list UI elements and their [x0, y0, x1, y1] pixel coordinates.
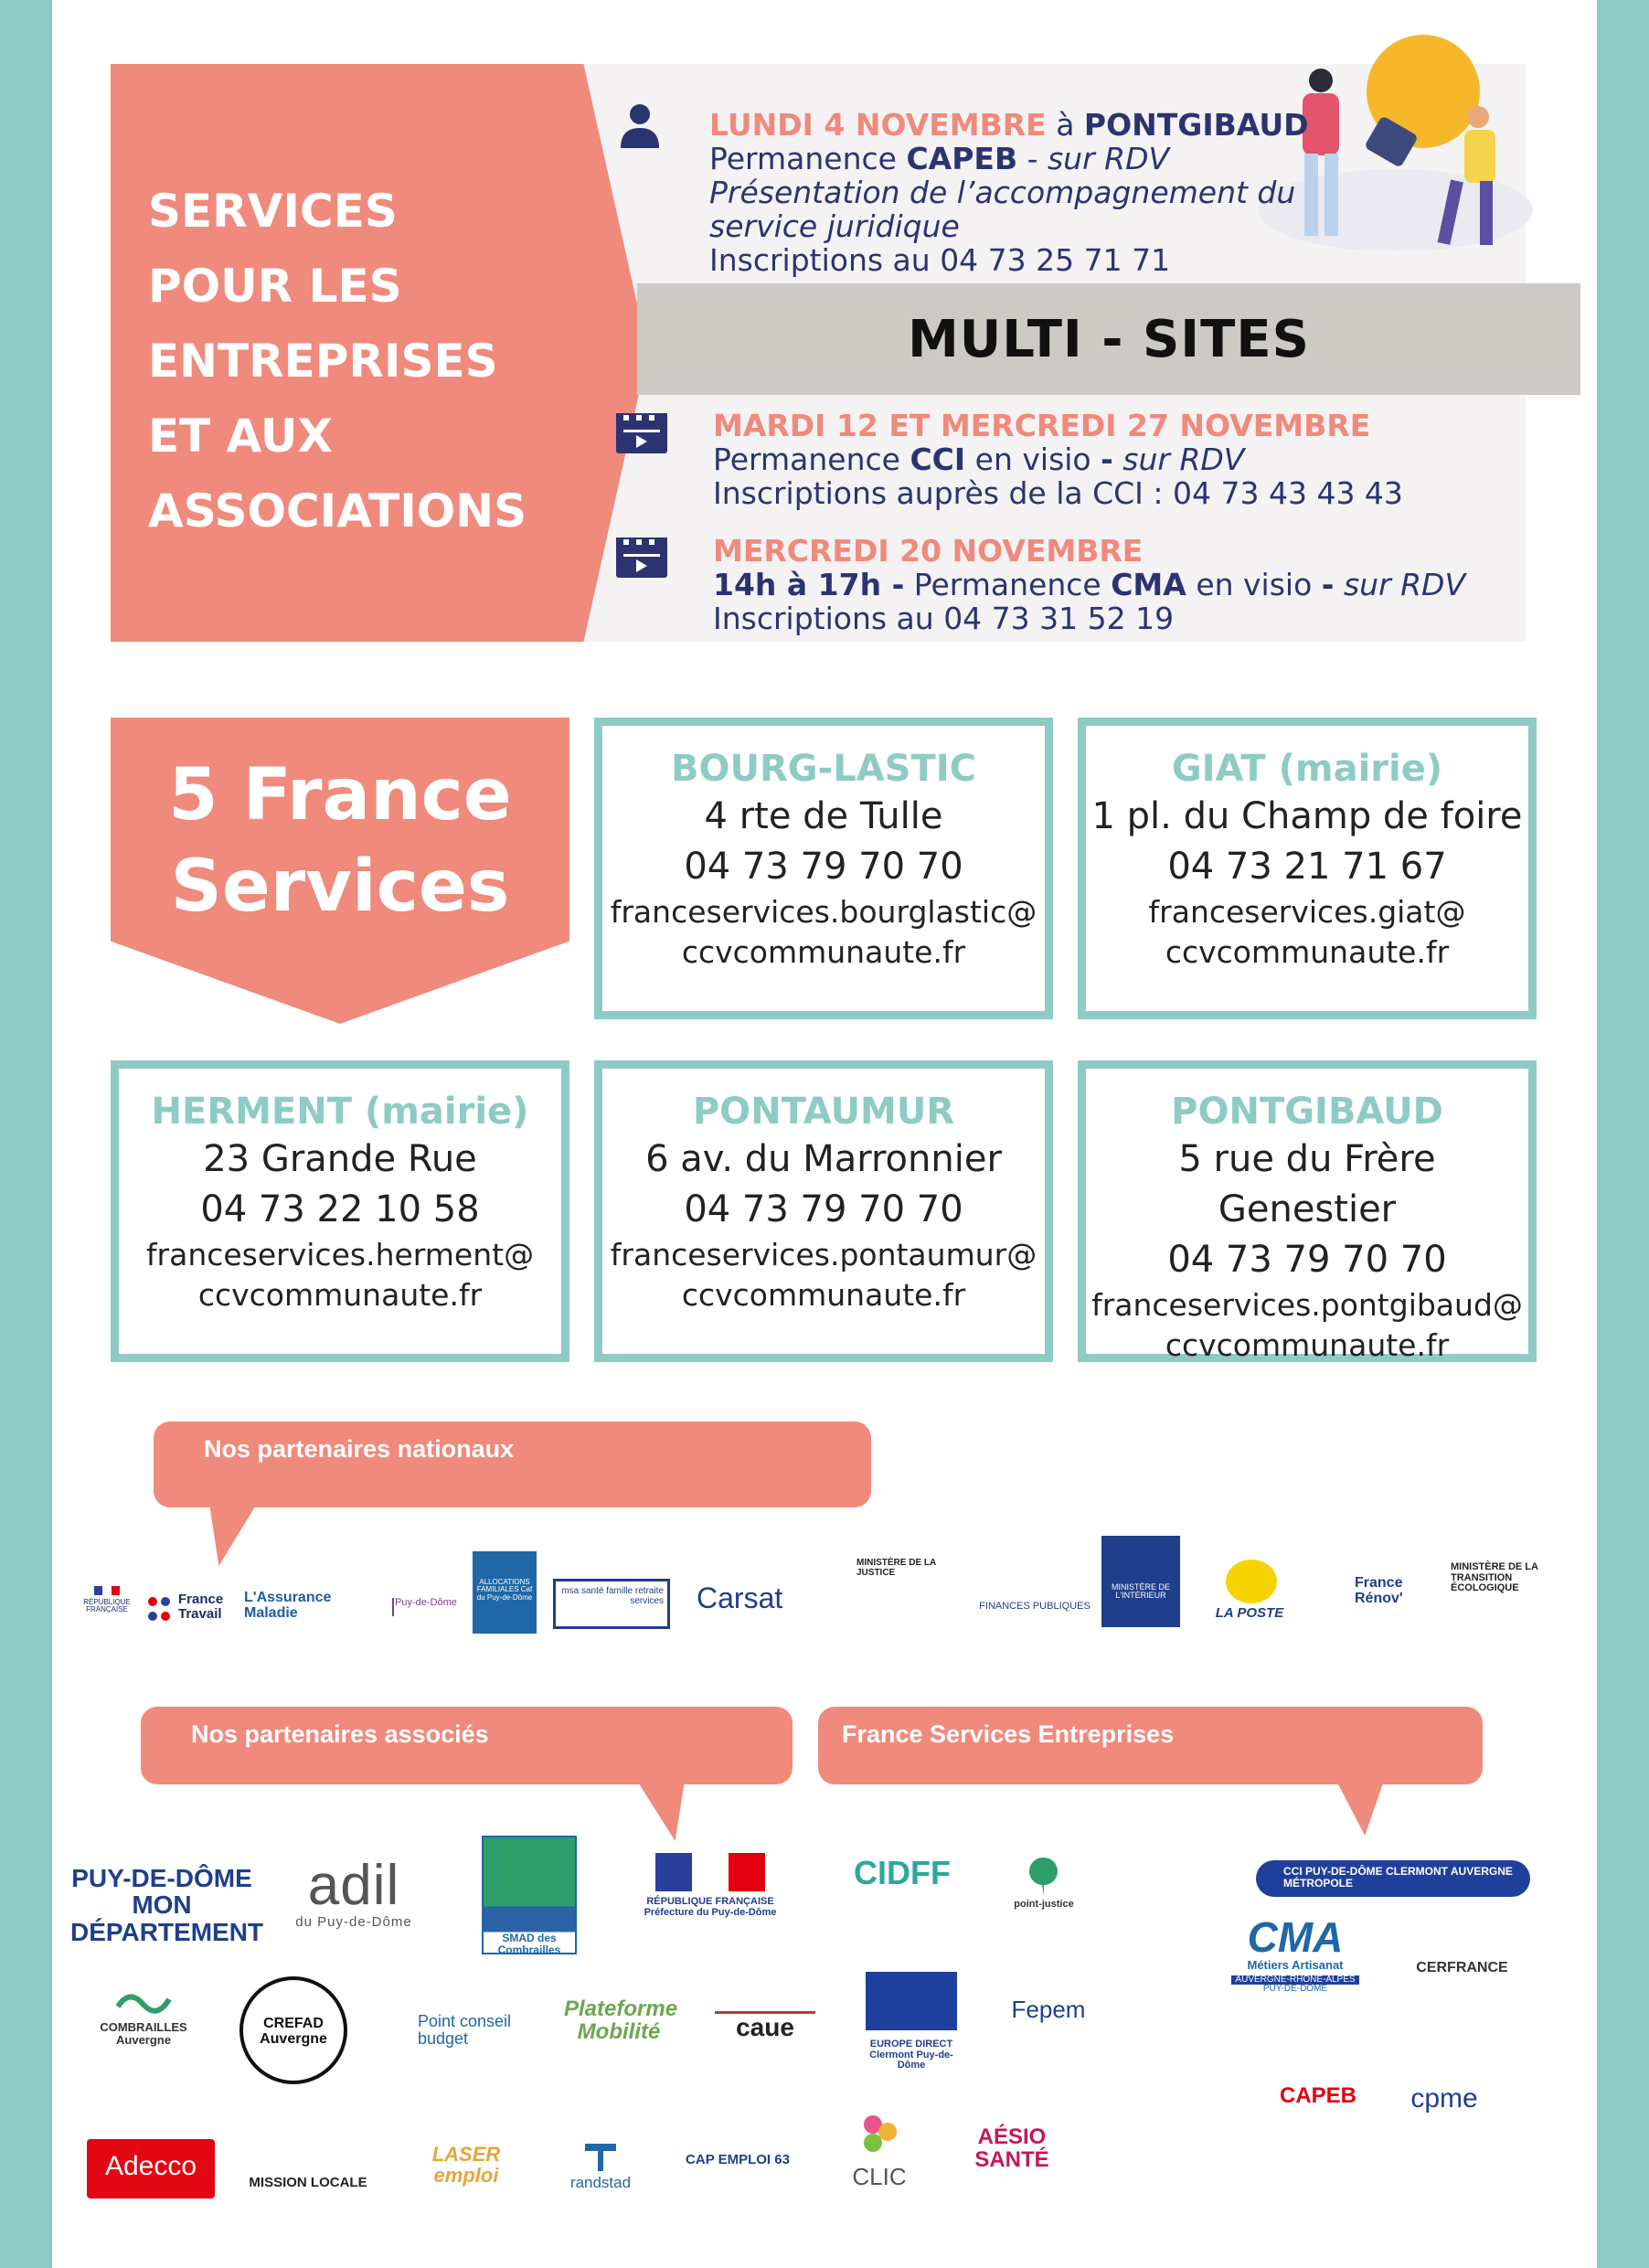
event-text: - — [1017, 141, 1048, 176]
point-justice-icon — [1030, 1858, 1058, 1896]
cerfrance-logo — [1387, 1961, 1537, 1997]
partenaires-nationaux-bubble — [154, 1421, 871, 1507]
cpme-logo — [1394, 2084, 1495, 2132]
event-inscription: Inscriptions au 04 73 25 71 71 — [709, 242, 1171, 278]
site-address: 4 rte de Tulle — [704, 795, 943, 837]
event-text: Permanence — [904, 567, 1112, 602]
logo-text: France Rénov' — [1355, 1575, 1403, 1606]
logo-text: L'Assurance Maladie — [244, 1590, 332, 1621]
france-services-entreprises-bubble — [818, 1707, 1483, 1784]
mission-locale-logo — [249, 2139, 367, 2203]
crefad-logo — [239, 1976, 347, 2084]
site-card-pontaumur — [594, 1060, 1053, 1362]
site-phone: 04 73 79 70 70 — [1167, 1239, 1447, 1281]
plateforme-mobilite-logo — [564, 1996, 678, 2080]
logo-text: Fepem — [1011, 1996, 1086, 2023]
site-email: ccvcommunaute.fr — [197, 1277, 483, 1313]
logo-text: CLIC — [852, 2163, 907, 2190]
puy-de-dome-departement-logo — [70, 1864, 264, 1946]
logo-text: AUVERGNE-RHÔNE-ALPES — [1231, 1975, 1359, 1986]
logo-text: Carsat — [697, 1581, 783, 1614]
fepem-logo — [998, 1997, 1099, 2052]
site-email: ccvcommunaute.fr — [1165, 1327, 1450, 1363]
event-text: Permanence — [709, 141, 907, 176]
banner-title-line: SERVICES — [148, 185, 398, 238]
adil-logo — [285, 1856, 422, 1929]
bubble-tail — [637, 1781, 685, 1841]
event-partner: CCI — [910, 442, 966, 477]
ministere-transition-ecologique-logo — [1451, 1548, 1569, 1630]
event-partner: CAPEB — [906, 141, 1018, 176]
event-mercredi — [713, 534, 1465, 635]
event-date: LUNDI 4 NOVEMBRE — [709, 107, 1047, 143]
event-rdv: sur RDV — [1334, 567, 1466, 602]
smad-combrailles-logo — [482, 1836, 577, 1954]
logo-text: AÉSIO SANTÉ — [974, 2124, 1049, 2173]
partenaires-associes-bubble — [141, 1707, 793, 1784]
event-text: - — [1321, 567, 1335, 602]
event-description: Présentation de l’accompagnement du — [709, 175, 1296, 210]
bubble-label: Nos partenaires associés — [191, 1720, 489, 1748]
event-text: en visio — [1186, 567, 1322, 602]
logo-text: France Travail — [178, 1592, 224, 1622]
aesio-logo — [952, 2125, 1071, 2194]
banner-title-line: ENTREPRISES — [148, 335, 498, 388]
site-address: 6 av. du Marronnier — [645, 1138, 1002, 1180]
video-calendar-icon — [616, 538, 667, 578]
logo-text: msa santé famille retraite services — [561, 1586, 664, 1606]
event-mardi-mercredi — [713, 409, 1403, 510]
person-icon — [619, 102, 661, 148]
site-card-pontgibaud — [1078, 1060, 1537, 1362]
france-travail-icon — [144, 1594, 175, 1624]
logo-text: LA POSTE — [1215, 1605, 1284, 1621]
logo-text: Adecco — [104, 2151, 197, 2181]
logo-text: FINANCES PUBLIQUES — [979, 1601, 1090, 1612]
event-rdv: sur RDV — [1047, 141, 1170, 176]
event-date: MARDI 12 ET MERCREDI 27 NOVEMBRE — [713, 408, 1371, 443]
msa-logo — [553, 1579, 670, 1629]
site-address: 1 pl. du Champ de foire — [1091, 795, 1523, 837]
combrailles-icon — [116, 1988, 171, 2019]
site-phone: 04 73 21 71 67 — [1167, 846, 1447, 888]
site-name: GIAT (mairie) — [1171, 748, 1443, 790]
event-inscription: Inscriptions au 04 73 31 52 19 — [713, 601, 1175, 636]
finances-publiques-logo — [966, 1563, 1103, 1627]
point-conseil-budget-logo — [418, 1984, 546, 2075]
event-text: Permanence — [713, 442, 910, 477]
logo-text: CAP EMPLOI 63 — [686, 2152, 790, 2167]
logo-text: du Puy-de-Dôme — [295, 1914, 412, 1931]
logo-text: MISSION LOCALE — [249, 2175, 367, 2190]
caue-logo — [715, 2011, 815, 2066]
event-text: - — [1101, 442, 1113, 477]
site-name: PONTGIBAUD — [1171, 1091, 1443, 1133]
event-date: MERCREDI 20 NOVEMBRE — [713, 533, 1144, 569]
ministere-interieur-logo — [1101, 1536, 1180, 1627]
la-poste-icon — [1225, 1559, 1278, 1604]
banner-title-line: ASSOCIATIONS — [148, 484, 527, 538]
site-phone: 04 73 79 70 70 — [684, 1188, 963, 1230]
event-text: à — [1046, 107, 1084, 143]
logo-text: cpme — [1410, 2083, 1478, 2114]
france-travail-logo — [142, 1592, 233, 1625]
la-poste-logo — [1199, 1559, 1300, 1627]
clic-flower-icon — [856, 2112, 902, 2159]
capeb-logo — [1240, 2084, 1368, 2132]
site-address: 23 Grande Rue — [203, 1138, 477, 1180]
randstad-icon — [585, 2144, 616, 2171]
bubble-label: Nos partenaires nationaux — [204, 1435, 515, 1463]
logo-text: MINISTÈRE DE LA JUSTICE — [856, 1558, 936, 1578]
site-email: ccvcommunaute.fr — [1165, 934, 1450, 970]
laser-emploi-logo — [416, 2144, 516, 2199]
cci-puy-de-dome-logo — [1256, 1860, 1530, 1897]
adecco-logo — [87, 2139, 215, 2199]
logo-text: SMAD des Combrailles — [497, 1932, 561, 1956]
cma-logo — [1231, 1915, 1359, 2034]
logo-text: EUROPE DIRECT Clermont Puy-de-Dôme — [869, 2039, 953, 2071]
randstad-logo — [555, 2144, 646, 2199]
title-line: Services — [170, 846, 510, 928]
logo-text: RÉPUBLIQUE FRANÇAISE — [83, 1598, 131, 1614]
logo-text: CAPEB — [1279, 2083, 1356, 2108]
site-card-bourg-lastic — [594, 718, 1053, 1019]
logo-text: RÉPUBLIQUE FRANÇAISE Préfecture du Puy-de-Dôme — [644, 1896, 777, 1918]
logo-text: adil — [307, 1854, 400, 1917]
site-address: 5 rue du Frère Genestier — [1178, 1138, 1436, 1230]
cidff-logo — [834, 1856, 971, 1920]
site-name: PONTAUMUR — [692, 1091, 955, 1133]
page — [52, 0, 1597, 2268]
logo-text: CIDFF — [854, 1854, 951, 1891]
logo-text: caue — [736, 2013, 794, 2041]
site-email: franceservices.herment@ — [145, 1237, 535, 1272]
ministere-justice-logo — [856, 1559, 948, 1623]
logo-text: PUY-DE-DÔME MON DÉPARTEMENT — [70, 1864, 264, 1946]
event-partner: CMA — [1111, 567, 1186, 602]
logo-text: CERFRANCE — [1416, 1960, 1508, 1975]
title-line: 5 France — [168, 754, 512, 836]
bubble-label: France Services Entreprises — [842, 1720, 1175, 1748]
site-email: ccvcommunaute.fr — [681, 1277, 966, 1313]
logo-text: CREFAD Auvergne — [260, 2016, 327, 2047]
logo-text: randstad — [569, 2174, 632, 2191]
site-email: franceservices.pontgibaud@ — [1091, 1287, 1523, 1323]
banner-title — [148, 174, 527, 548]
video-calendar-icon — [616, 413, 667, 453]
bubble-tail — [1336, 1781, 1384, 1836]
logo-text: Puy-de-Dôme — [395, 1597, 457, 1608]
event-description: service juridique — [709, 208, 960, 244]
site-email: franceservices.pontaumur@ — [610, 1237, 1037, 1272]
cap-emploi-logo — [674, 2153, 802, 2180]
site-email: franceservices.giat@ — [1148, 894, 1466, 930]
site-phone: 04 73 22 10 58 — [200, 1188, 480, 1230]
site-email: franceservices.bourglastic@ — [610, 894, 1037, 930]
site-name: HERMENT (mairie) — [151, 1091, 529, 1133]
combrailles-logo — [80, 1988, 207, 2066]
logo-text: Plateforme Mobilité — [564, 1996, 678, 2045]
banner-title-line: POUR LES — [148, 260, 402, 313]
logo-text: ALLOCATIONS FAMILIALES Caf du Puy-de-Dôme — [476, 1578, 533, 1602]
logo-text: MINISTÈRE DE LA TRANSITION ÉCOLOGIQUE — [1451, 1561, 1538, 1594]
logo-text: point-justice — [1014, 1899, 1074, 1910]
event-inscription: Inscriptions auprès de la CCI : 04 73 43 43 43 — [713, 475, 1403, 511]
carsat-logo — [697, 1583, 834, 1624]
multisites-band: MULTI - SITES — [637, 283, 1580, 395]
bubble-tail — [209, 1504, 257, 1566]
event-place: PONTGIBAUD — [1083, 107, 1309, 143]
assurance-maladie-logo — [244, 1591, 386, 1627]
france-services-title — [111, 750, 569, 932]
logo-text: COMBRAILLES Auvergne — [100, 2020, 187, 2047]
point-justice-logo — [1003, 1856, 1085, 1929]
event-time: 14h à 17h - — [713, 567, 905, 602]
event-text: en visio — [965, 442, 1101, 477]
event-rdv: sur RDV — [1112, 442, 1245, 477]
event-lundi — [709, 108, 1309, 277]
logo-text: CMA — [1247, 1913, 1344, 1961]
banner-title-line: ET AUX — [148, 410, 333, 463]
logo-text: PUY-DE-DÔME — [1262, 1984, 1328, 1995]
site-card-herment — [111, 1060, 569, 1362]
site-card-giat — [1078, 718, 1537, 1019]
clic-logo — [838, 2112, 920, 2203]
logo-text: Point conseil budget — [418, 2012, 512, 2048]
republique-francaise-logo — [80, 1586, 134, 1632]
logo-text: CCI PUY-DE-DÔME CLERMONT AUVERGNE MÉTROPOLE — [1283, 1865, 1513, 1890]
france-renov-logo — [1327, 1572, 1428, 1618]
logo-text: Métiers Artisanat — [1247, 1958, 1344, 1973]
site-phone: 04 73 79 70 70 — [684, 846, 963, 888]
europe-direct-logo — [856, 1970, 966, 2084]
site-name: BOURG-LASTIC — [671, 748, 976, 790]
prefecture-puy-de-dome-logo — [637, 1851, 783, 1943]
site-email: ccvcommunaute.fr — [681, 934, 966, 970]
logo-text: MINISTÈRE DE L'INTÉRIEUR — [1111, 1582, 1170, 1601]
logo-text: LASER emploi — [431, 2143, 501, 2188]
caf-logo — [473, 1551, 537, 1634]
puy-de-dome-logo — [392, 1598, 458, 1616]
